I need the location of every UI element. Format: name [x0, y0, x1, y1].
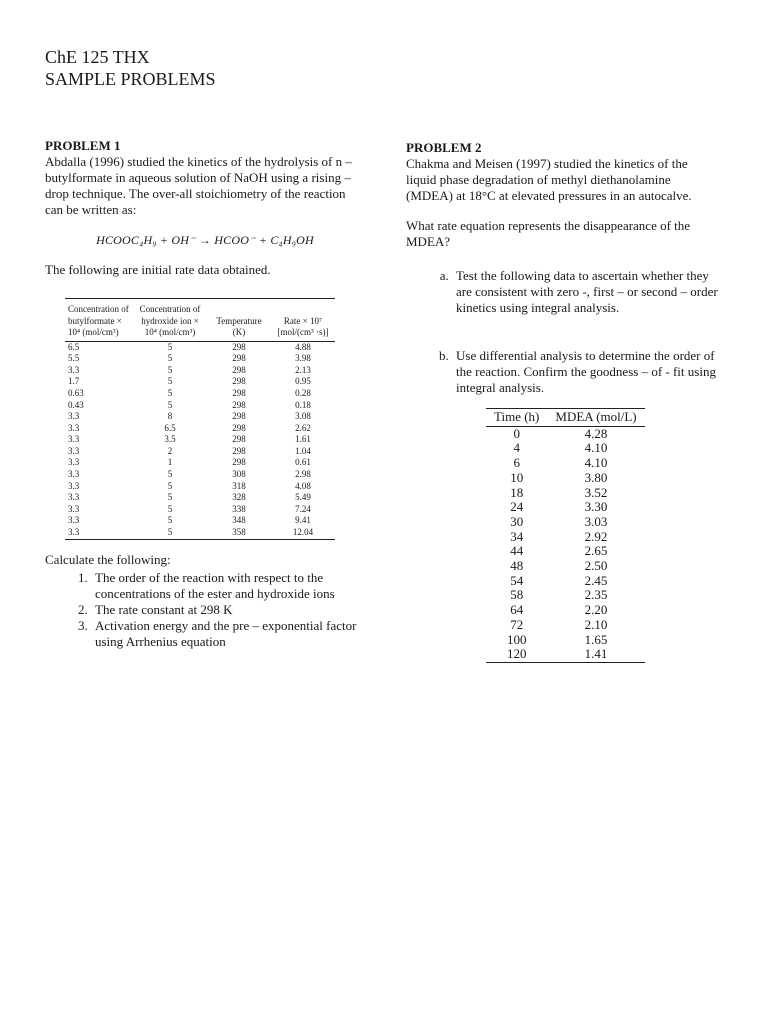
table-cell: 2.62	[295, 422, 311, 433]
calculate-lead: Calculate the following:	[45, 551, 171, 567]
table-cell: 5	[167, 376, 173, 387]
problem-1-title: PROBLEM 1	[45, 138, 121, 153]
table-cell: 4.28	[584, 425, 608, 441]
table-cell: 298	[232, 387, 246, 398]
table-cell: 3.3	[68, 480, 80, 491]
table-cell: 1	[167, 457, 173, 468]
table-cell: 1.65	[584, 631, 608, 647]
table-row	[65, 527, 335, 539]
table-row	[65, 457, 335, 469]
table-cell: 358	[232, 527, 246, 538]
table-row	[65, 515, 335, 527]
table-row	[65, 481, 335, 493]
list-item: b. Use differential analysis to determine the order of the reaction. Confirm the goodness – of - fit using integral analysis.	[452, 348, 718, 396]
column-header: MDEA (mol/L)	[547, 409, 644, 427]
table-row	[486, 574, 645, 589]
problem-1-section	[45, 138, 365, 650]
table-cell: 5	[167, 364, 173, 375]
column-header: Rate × 10⁷ [mol/(cm³ ·s)]	[271, 299, 335, 342]
table-cell: 348	[232, 515, 246, 526]
table-cell: 3.3	[68, 492, 80, 503]
table-cell: 3.3	[68, 422, 80, 433]
table-cell: 3.52	[584, 484, 608, 500]
table-cell: 298	[232, 434, 246, 445]
table-cell: 3.3	[68, 503, 80, 514]
column-header: Concentration of hydroxide ion × 10⁴ (mol/cm³)	[133, 299, 207, 342]
table-cell: 318	[232, 480, 246, 491]
table-row	[65, 423, 335, 435]
table-cell: 3.3	[68, 515, 80, 526]
table-row	[65, 341, 335, 353]
table-cell: 3.3	[68, 527, 80, 538]
table-row	[65, 399, 335, 411]
table-cell: 3.03	[584, 513, 608, 529]
table-row	[486, 544, 645, 559]
table-header-row	[486, 409, 645, 427]
table-row	[486, 530, 645, 545]
table-cell: 0.95	[295, 376, 311, 387]
table-cell: 298	[232, 376, 246, 387]
table-cell: 3.3	[68, 445, 80, 456]
table-cell: 298	[232, 411, 246, 422]
table-cell: 2.35	[584, 587, 608, 603]
table-cell: 120	[486, 647, 547, 662]
table-row	[65, 376, 335, 388]
table-row	[65, 504, 335, 516]
problem-2-question: What rate equation represents the disappearance of the MDEA?	[406, 218, 691, 249]
table-cell: 6.5	[164, 422, 176, 433]
table-row	[486, 456, 645, 471]
problem-1-lead: The following are initial rate data obtained.	[45, 262, 271, 277]
table-cell: 4.88	[295, 341, 311, 352]
table-cell: 0.28	[295, 387, 311, 398]
table-cell: 338	[232, 503, 246, 514]
list-item: 3. Activation energy and the pre – exponential factor using Arrhenius equation	[91, 618, 365, 650]
mdea-table-body	[486, 426, 645, 662]
table-cell: 1.41	[547, 647, 644, 662]
table-cell: 100	[506, 631, 527, 647]
table-row	[486, 603, 645, 618]
table-row	[65, 411, 335, 423]
list-item: a. Test the following data to ascertain whether they are consistent with zero -, first – or second – order kinetics using integral analysis.	[452, 268, 718, 316]
table-cell: 3.5	[164, 434, 176, 445]
table-cell: 8	[167, 411, 173, 422]
table-cell: 3.3	[68, 364, 80, 375]
table-cell: 298	[232, 445, 246, 456]
table-cell: 18	[510, 484, 524, 500]
table-cell: 72	[510, 616, 524, 632]
table-cell: 3.3	[68, 469, 80, 480]
table-cell: 6	[513, 455, 520, 471]
table-cell: 7.24	[295, 503, 311, 514]
table-cell: 2.50	[584, 558, 608, 574]
table-row	[486, 426, 645, 441]
table-row	[65, 492, 335, 504]
table-cell: 5	[167, 341, 173, 352]
table-cell: 10	[510, 469, 524, 485]
table-cell: 2.20	[584, 602, 608, 618]
problem-1-task-list	[45, 570, 365, 650]
table-cell: 0.18	[295, 399, 311, 410]
table-cell: 1.61	[295, 434, 311, 445]
table-row	[486, 471, 645, 486]
table-cell: 298	[232, 341, 246, 352]
table-row	[486, 500, 645, 515]
table-cell: 298	[232, 422, 246, 433]
table-cell: 2.98	[295, 469, 311, 480]
course-title: ChE 125 THX	[45, 47, 150, 67]
table-cell: 3.3	[68, 411, 80, 422]
table-cell: 308	[232, 469, 246, 480]
table-row	[486, 588, 645, 603]
table-cell: 3.80	[584, 469, 608, 485]
problem-2-task-list-a	[406, 268, 718, 316]
table-cell: 298	[232, 457, 246, 468]
table-cell: 5	[167, 480, 173, 491]
table-cell: 5.5	[68, 353, 80, 364]
table-row	[486, 559, 645, 574]
problem-2-section	[406, 140, 718, 663]
table-row	[65, 353, 335, 365]
table-cell: 328	[232, 492, 246, 503]
table-row	[65, 469, 335, 481]
table-row	[486, 633, 645, 648]
table-row	[486, 486, 645, 501]
problem-2-intro: Chakma and Meisen (1997) studied the kinetics of the liquid phase degradation of methyl diethanolamine (MDEA) at 18°C at elevated pressures in an autocalve.	[406, 156, 692, 203]
table-cell: 3.30	[584, 499, 608, 515]
table-row	[65, 434, 335, 446]
table-cell: 298	[232, 364, 246, 375]
list-item: 1. The order of the reaction with respect to the concentrations of the ester and hydroxide ions	[91, 570, 365, 602]
table-row	[486, 515, 645, 530]
table-cell: 3.08	[295, 411, 311, 422]
table-cell: 5	[167, 492, 173, 503]
table-cell: 64	[510, 602, 524, 618]
table-cell: 9.41	[295, 515, 311, 526]
table-cell: 4.10	[584, 440, 608, 456]
table-cell: 1.04	[295, 445, 311, 456]
table-cell: 5	[167, 353, 173, 364]
table-cell: 2.13	[295, 364, 311, 375]
table-cell: 0.63	[68, 387, 84, 398]
list-item: 2. The rate constant at 298 K	[91, 602, 365, 618]
table-cell: 5	[167, 387, 173, 398]
table-cell: 44	[510, 543, 524, 559]
initial-rate-table	[65, 298, 335, 540]
table-cell: 4	[513, 440, 520, 456]
problem-2-task-list-b	[406, 348, 718, 396]
table-cell: 3.3	[68, 434, 80, 445]
document-header	[45, 46, 216, 90]
table-row	[486, 441, 645, 456]
problem-2-title: PROBLEM 2	[406, 140, 482, 155]
table-cell: 0.61	[295, 457, 311, 468]
table-cell: 58	[510, 587, 524, 603]
table-cell: 5	[167, 527, 173, 538]
table-cell: 30	[510, 513, 524, 529]
mdea-table	[486, 408, 645, 663]
table-cell: 1.7	[68, 376, 80, 387]
table-cell: 0	[513, 425, 520, 441]
column-header: Concentration of butylformate × 10⁴ (mol/cm³)	[65, 299, 133, 342]
column-header: Time (h)	[486, 409, 547, 427]
initial-rate-table-body	[65, 341, 335, 539]
table-cell: 298	[232, 399, 246, 410]
table-row	[486, 647, 645, 662]
column-header: Temperature (K)	[207, 299, 271, 342]
table-cell: 5	[167, 515, 173, 526]
table-cell: 6.5	[68, 341, 80, 352]
table-cell: 5	[167, 469, 173, 480]
table-cell: 2.10	[584, 616, 608, 632]
table-cell: 2	[167, 445, 173, 456]
table-cell: 12.04	[292, 527, 314, 538]
table-cell: 24	[510, 499, 524, 515]
problem-1-intro: Abdalla (1996) studied the kinetics of the hydrolysis of n – butylformate in aqueous solution of NaOH using a rising – drop technique. The over-all stoichiometry of the reaction can be written as:	[45, 154, 352, 217]
table-cell: 5	[167, 399, 173, 410]
table-cell: 2.65	[584, 543, 608, 559]
table-cell: 5.49	[295, 492, 311, 503]
table-row	[65, 446, 335, 458]
table-header-row	[65, 299, 335, 342]
table-row	[65, 388, 335, 400]
table-cell: 54	[510, 572, 524, 588]
table-cell: 2.45	[584, 572, 608, 588]
table-cell: 4.08	[295, 480, 311, 491]
table-cell: 4.10	[584, 455, 608, 471]
table-cell: 34	[510, 528, 524, 544]
page-title: SAMPLE PROBLEMS	[45, 69, 216, 89]
table-cell: 3.98	[295, 353, 311, 364]
table-row	[486, 618, 645, 633]
table-cell: 5	[167, 503, 173, 514]
reaction-equation: HCOOC₄H₉ + OH⁻ → HCOO⁻ + C₄H₉OH	[96, 233, 314, 247]
table-cell: 2.92	[584, 528, 608, 544]
table-cell: 0.43	[68, 399, 84, 410]
table-row	[65, 365, 335, 377]
table-cell: 48	[510, 558, 524, 574]
table-cell: 3.3	[68, 457, 80, 468]
table-cell: 298	[232, 353, 246, 364]
